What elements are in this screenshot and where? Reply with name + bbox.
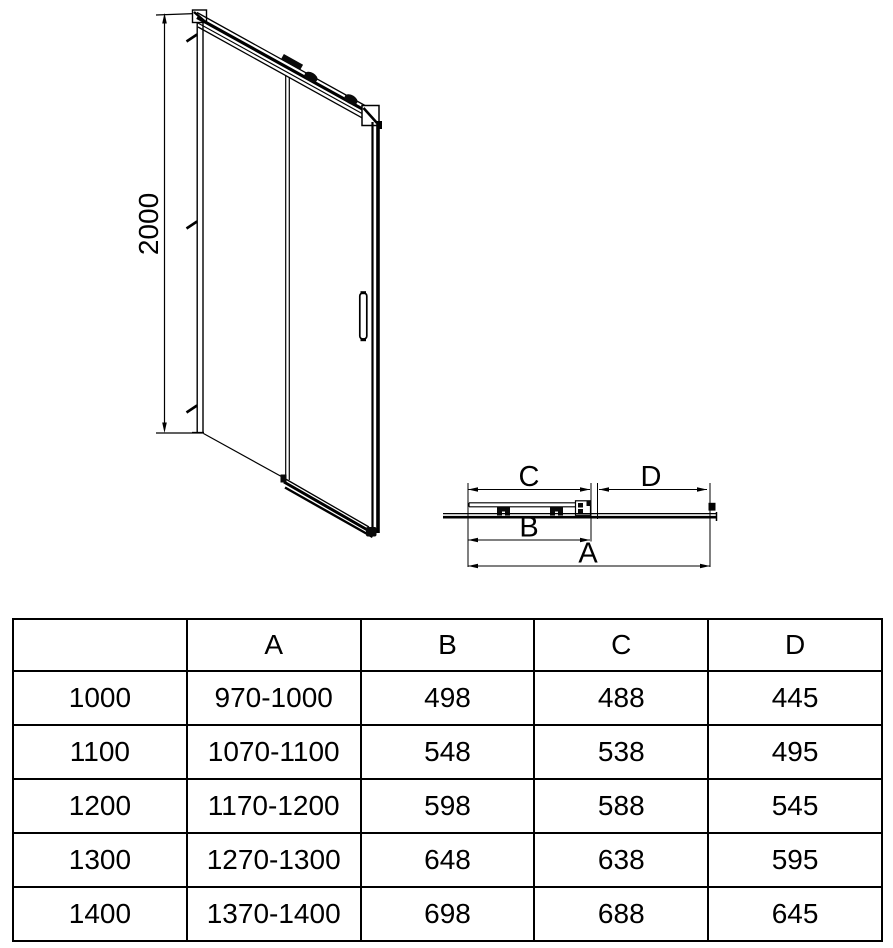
plan-door-profile [443,501,717,521]
column-header-b: B [361,619,535,671]
table-cell-d: 545 [708,779,882,833]
table-row [13,671,882,725]
table-cell-a: 1170-1200 [187,779,361,833]
table-cell-c: 638 [534,833,708,887]
wall-bracket-icon [187,35,198,42]
arrow-left-icon [468,564,478,569]
table-cell-c: 488 [534,671,708,725]
table-cell-b: 698 [361,887,535,941]
wall-bracket-icon [187,406,198,413]
slider-glass-edge [286,75,290,480]
table-cell-a: 1270-1300 [187,833,361,887]
table-cell-a: 1370-1400 [187,887,361,941]
height-dimension-label: 2000 [133,192,164,256]
dim-label-a: A [578,537,598,570]
table-row [13,779,882,833]
table-cell-b: 548 [361,725,535,779]
table-cell-size: 1100 [13,725,187,779]
table-cell-c: 588 [534,779,708,833]
table-cell-b: 598 [361,779,535,833]
column-header-size [13,619,187,671]
size-table [12,618,883,942]
arrow-left-icon [599,487,609,492]
dimension-a [468,538,710,570]
arrow-right-icon [697,487,707,492]
table-cell-a: 970-1000 [187,671,361,725]
arrow-down-icon [162,423,167,434]
arrow-right-icon [700,564,710,569]
front-view-drawing [133,10,382,537]
table-cell-size: 1300 [13,833,187,887]
table-cell-d: 495 [708,725,882,779]
arrow-left-icon [468,487,478,492]
table-cell-b: 498 [361,671,535,725]
table-cell-d: 445 [708,671,882,725]
table-cell-c: 538 [534,725,708,779]
table-cell-b: 648 [361,833,535,887]
table-header-row [13,619,882,671]
table-cell-d: 595 [708,833,882,887]
table-cell-c: 688 [534,887,708,941]
table-cell-a: 1070-1100 [187,725,361,779]
column-header-a: A [187,619,361,671]
wall-bracket-icon [709,503,716,511]
wall-bracket-icon [187,222,198,229]
table-cell-size: 1200 [13,779,187,833]
table-cell-size: 1000 [13,671,187,725]
plan-view-drawing [443,461,717,570]
dimension-c [468,461,590,493]
table-row [13,725,882,779]
dim-label-d: D [640,461,662,493]
door-handle [360,291,367,341]
column-header-c: C [534,619,708,671]
table-row [13,833,882,887]
arrow-left-icon [468,538,478,543]
arrow-right-icon [580,487,590,492]
wall-profile [187,10,207,433]
column-header-d: D [708,619,882,671]
table-row [13,887,882,941]
dimension-d [599,461,707,493]
dim-label-c: C [518,461,540,493]
door-right-edge [373,122,379,533]
dim-label-b: B [519,511,539,544]
bottom-rail [204,434,377,538]
table-cell-size: 1400 [13,887,187,941]
table-cell-d: 645 [708,887,882,941]
rail-end-cap [366,527,377,537]
